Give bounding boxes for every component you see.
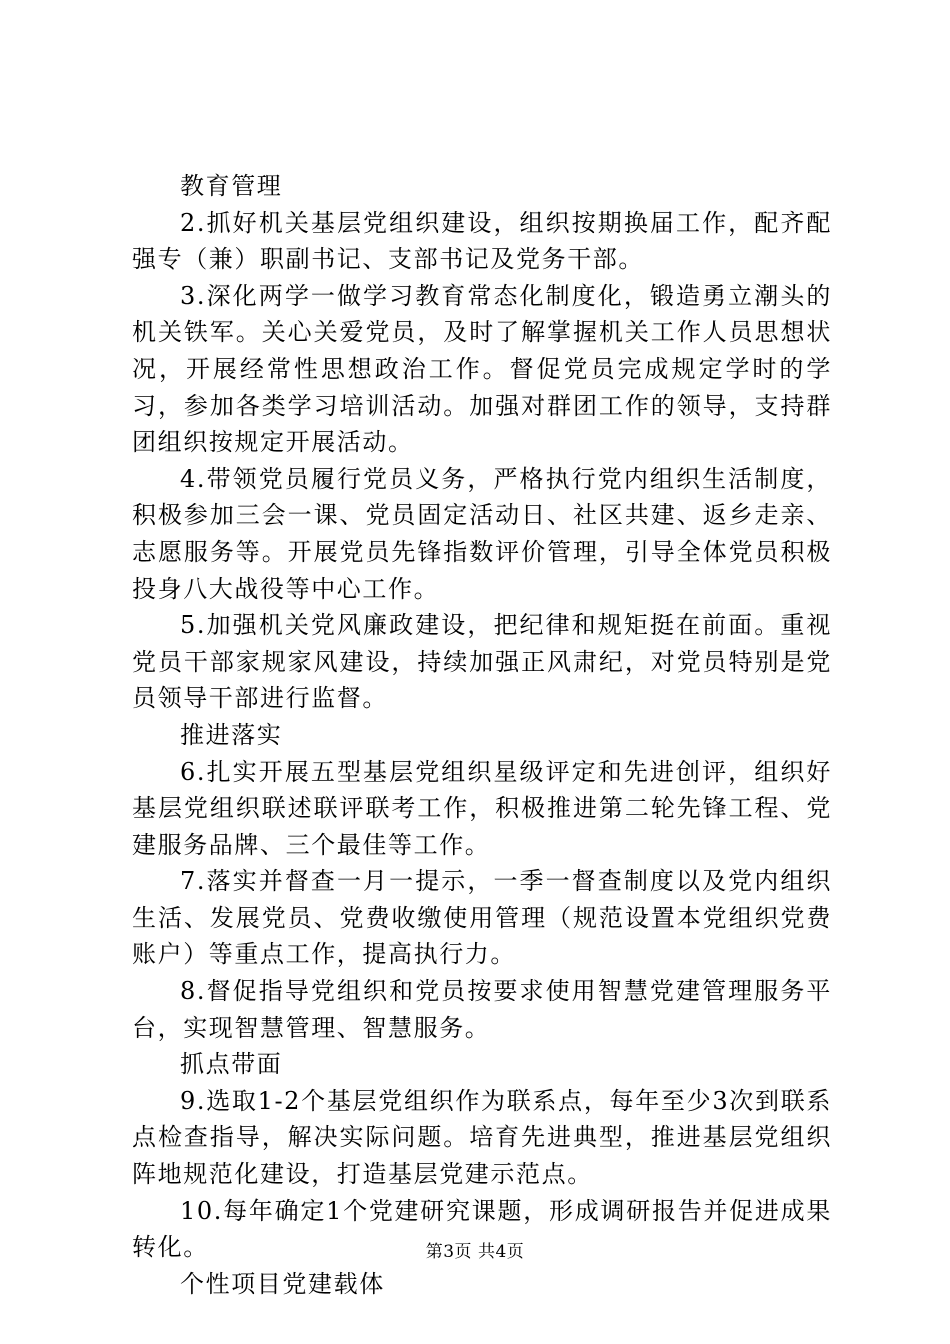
paragraph-item-10: 10.每年确定1个党建研究课题，形成调研报告并促进成果转化。 — [132, 1196, 832, 1262]
section-heading-special-projects: 个性项目党建载体 — [180, 1269, 385, 1298]
paragraph-item-8: 8.督促指导党组织和党员按要求使用智慧党建管理服务平台，实现智慧管理、智慧服务。 — [132, 977, 832, 1042]
page-number-footer: 第3页 共4页 — [425, 1242, 525, 1262]
section-heading-implementation: 推进落实 — [180, 720, 283, 749]
paragraph-item-4: 4.带领党员履行党员义务，严格执行党内组织生活制度，积极参加三会一课、党员固定活动日、社区共建、返乡走亲、志愿服务等。开展党员先锋指数评价管理，引导全体党员积极投身八大战役等中心工作。 — [132, 464, 832, 603]
paragraph-item-2: 2.抓好机关基层党组织建设，组织按期换届工作，配齐配强专（兼）职副书记、支部书记及党务干部。 — [132, 208, 832, 274]
section-heading-focus-points: 抓点带面 — [180, 1050, 283, 1079]
paragraph-item-7: 7.落实并督查一月一提示，一季一督查制度以及党内组织生活、发展党员、党费收缴使用管理（规范设置本党组织党费账户）等重点工作，提高执行力。 — [132, 867, 832, 969]
paragraph-item-5: 5.加强机关党风廉政建设，把纪律和规矩挺在前面。重视党员干部家规家风建设，持续加强正风肃纪，对党员特别是党员领导干部进行监督。 — [132, 611, 832, 713]
paragraph-item-6: 6.扎实开展五型基层党组织星级评定和先进创评，组织好基层党组织联述联评联考工作，积极推进第二轮先锋工程、党建服务品牌、三个最佳等工作。 — [132, 757, 832, 859]
paragraph-item-3: 3.深化两学一做学习教育常态化制度化，锻造勇立潮头的机关铁军。关心关爱党员，及时了解掌握机关工作人员思想状况，开展经常性思想政治工作。督促党员完成规定学时的学习，参加各类学习培训活动。加强对群团工作的领导，支持群团组织按规定开展活动。 — [132, 281, 832, 457]
paragraph-item-9: 9.选取1-2个基层党组织作为联系点，每年至少3次到联系点检查指导，解决实际问题。培育先进典型，推进基层党组织阵地规范化建设，打造基层党建示范点。 — [132, 1086, 832, 1189]
section-heading-education: 教育管理 — [180, 172, 283, 200]
document-body — [132, 168, 832, 1302]
